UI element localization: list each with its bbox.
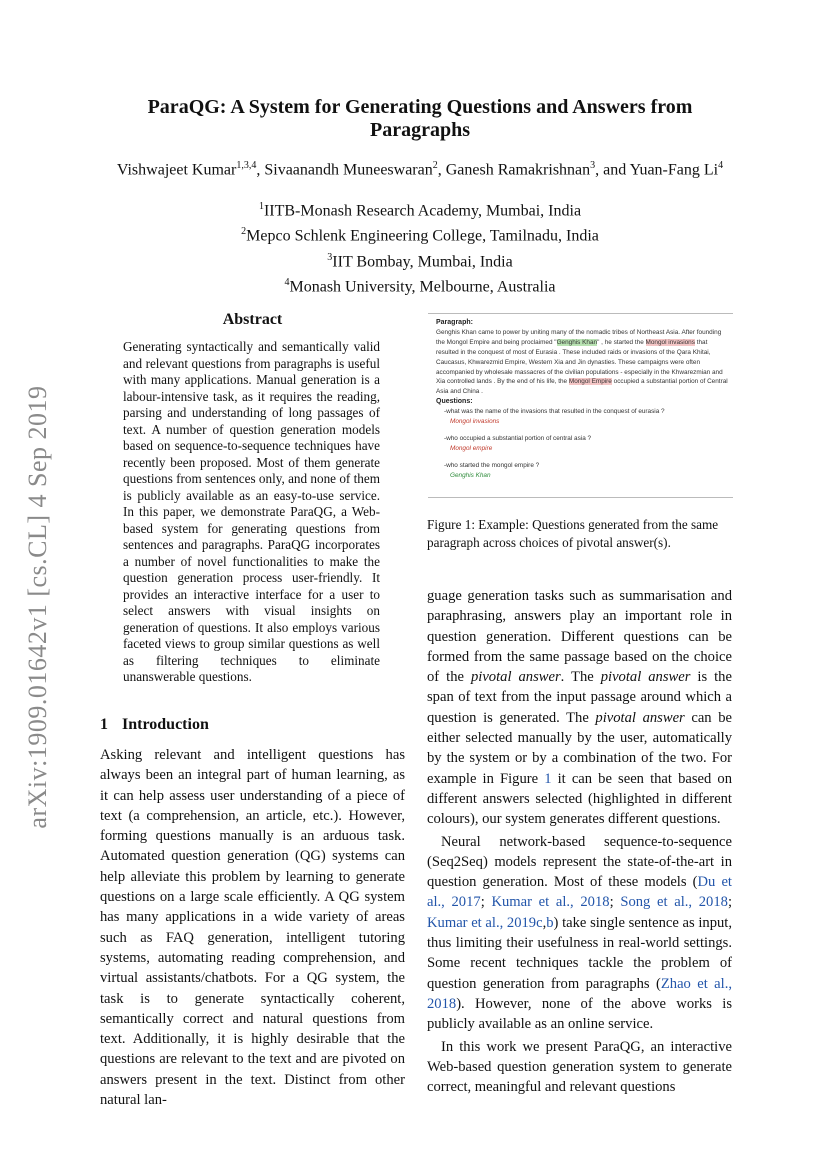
figure-paragraph: Genghis Khan came to power by uniting many of the nomadic tribes of Northeast Asia. After founding the Mongol Empire and being proclaimed "Genghis Khan" , he started the Mongol invasions that resulted in the conquest of most of Eurasia . These included raids or invasions of the Qara Khitai, Caucasus, Khwarezmid Empire, Western Xia and Jin dynasties. These campaigns were often accompanied by wholesale massacres of the civilian populations - especially in the Khwarezmian and Xia controlled lands . By the end of his life, the Mongol Empire occupied a substantial portion of Central Asia and China . [436,328,728,396]
section-heading [100,716,209,734]
author-sup: 1,3,4 [236,160,257,171]
highlight-mongol-empire: Mongol Empire [568,378,612,386]
intro-paragraph: guage generation tasks such as summarisation and paraphrasing, answers play an important role in question generation. Different questions can be formed from the same passage based on the choice of the pivotal answer. The pivotal answer is the span of text from the input passage around which a question is generated. The pivotal answer can be either selected manually by the user, automatically by the system or by a combination of the two. For example in Figure 1 it can be seen that based on different answers selected (highlighted in different colours), our system generates different questions. [427,588,732,828]
citation-link[interactable]: Du et al., 2017 [427,874,732,911]
question-item: -what was the name of the invasions that resulted in the conquest of eurasia ? [444,408,665,416]
author-sup: 3 [590,160,596,171]
abstract-heading: Abstract [222,311,283,328]
abstract-text: Generating syntactically and semantically valid and relevant questions from paragraphs is useful with many applications. Manual generation is a labour-intensive task, as it requires the reading, parsing and understanding of long passages of text. A number of question generation models based on sequence-to-sequence techniques have recently been proposed. Most of them generate questions from sentences only, and none of them is publicly available as an easy-to-use service. In this paper, we demonstrate ParaQG, a Web-based system for generating questions from sentences and paragraphs. ParaQG incorporates a number of novel functionalities to make the question generation process user-friendly. It provides an interactive interface for a user to select answers with visual insights on generation of questions. It also employs various faceted views to group similar questions as well as filtering techniques to eliminate unanswerable questions. [123,339,380,684]
answer-item: Mongol empire [450,444,493,452]
highlight-mongol-invasions: Mongol invasions [645,338,695,346]
figure-1 [428,313,733,498]
author-list: Vishwajeet Kumar$^{1,3,4}$, Sivaanandh Muneeswaran$^2$, Ganesh Ramakrishnan$^3$, and Yuan-Fang Li$^4$ [116,160,724,179]
affiliation-list [100,196,740,297]
answer-item: Mongol invasions [450,418,500,426]
author-name: Vishwajeet Kumar [116,161,237,179]
intro-left-column [100,745,405,1110]
author-sup: 2 [432,160,438,171]
citation-link[interactable]: Kumar et al., 2018 [491,894,610,911]
affiliation: $^3$IIT Bombay, Mumbai, India [327,251,513,270]
citation-link[interactable]: Zhao et al., 2018 [427,975,732,1012]
author-name: Ganesh Ramakrishnan [445,161,591,179]
paragraph-label: Paragraph: [436,319,473,326]
paper-title: ParaQG: A System for Generating Questions and Answers from Paragraphs [147,96,693,141]
affiliation: $^4$Monash University, Melbourne, Australia [284,276,556,296]
intro-paragraph: Neural network-based sequence-to-sequence (Seq2Seq) models represent the state-of-the-art in question generation. Most of these models (Du et al., 2017; Kumar et al., 2018; Song et al., 2018; Kumar et al., 2019c,b) take single sentence as input, thus limiting their usefulness in real-world settings. Some recent techniques tackle the problem of question generation from paragraphs (Zhao et al., 2018). However, none of the above works is publicly available as an online service. [427,833,733,1033]
citation-link[interactable]: Kumar et al., 2019c [427,914,543,931]
citation-link[interactable]: Song et al., 2018 [620,894,728,911]
figure-bottom-rule [428,497,733,498]
figure-reference-link[interactable]: 1 [544,770,552,787]
intro-paragraph: Asking relevant and intelligent questions has always been an integral part of human learning, as it can help assess user understanding of a piece of text (a comprehension, an article, etc.). However, forming questions manually is an arduous task. Automated question generation (QG) systems can help alleviate this problem by learning to generate questions on a large scale efficiently. A QG system has many applications in a wide variety of areas such as FAQ generation, intelligent tutoring systems, automating reading comprehension, and virtual assistants/chatbots. For a QG system, the task is to generate syntactically coherent, semantically correct and natural questions from text. Additionally, it is highly desirable that the questions are relevant to the text and are pivoted on answers present in the text. Distinct from other natural lan- [100,747,405,1109]
figure-content [436,318,728,481]
intro-right-column [427,586,732,1097]
citation-link[interactable]: b [546,914,554,931]
affiliation: $^1$IITB-Monash Research Academy, Mumbai, India [258,201,582,220]
highlight-genghis-khan: Genghis Khan [556,338,598,346]
figure-caption: Figure 1: Example: Questions generated from the same paragraph across choices of pivotal answer(s). [427,517,719,550]
affiliation: $^2$Mepco Schlenk Engineering College, Tamilnadu, India [241,226,599,245]
question-item: -who started the mongol empire ? [444,461,540,469]
section-title: Introduction [122,716,209,733]
arxiv-identifier-text: arXiv:1909.01642v1 [cs.CL] 4 Sep 2019 [23,385,52,829]
author-sup: 4 [718,160,724,171]
arxiv-identifier [8,372,68,842]
questions-label: Questions: [436,398,473,406]
author-name: Sivaanandh Muneeswaran [264,161,433,179]
author-name: Yuan-Fang Li [629,161,719,179]
question-item: -who occupied a substantial portion of central asia ? [444,434,592,442]
figure-top-rule [428,313,733,314]
intro-paragraph: In this work we present ParaQG, an interactive Web-based question generation system to generate correct, meaningful and relevant questions [427,1038,732,1096]
section-number: 1 [100,716,108,733]
answer-item: Genghis Khan [450,471,491,479]
